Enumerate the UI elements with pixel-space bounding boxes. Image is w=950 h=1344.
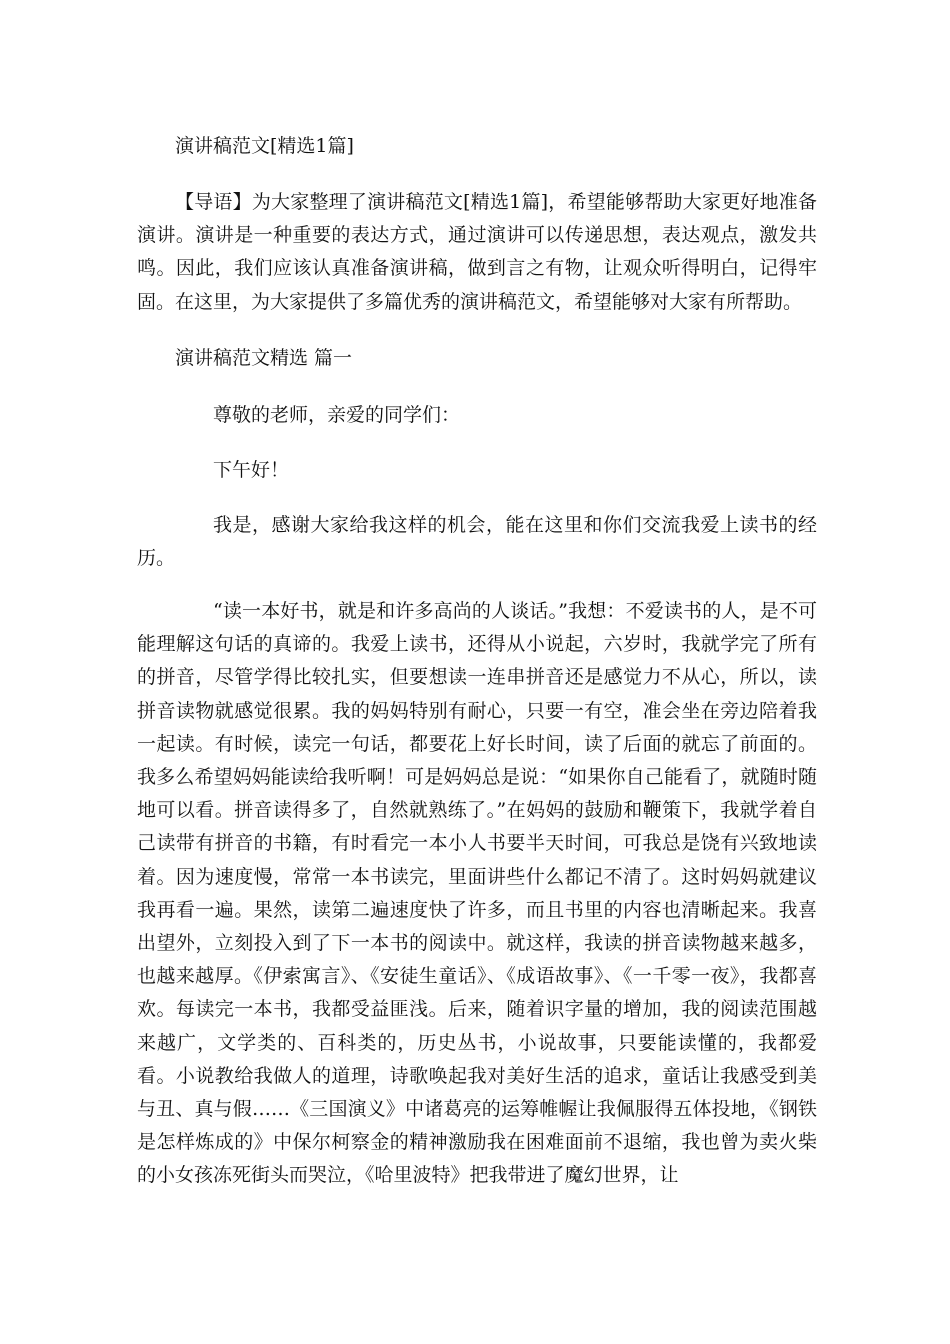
salutation: 尊敬的老师，亲爱的同学们： [213, 404, 461, 426]
intro-paragraph: 【导语】为大家整理了演讲稿范文[精选1篇]，希望能够帮助大家更好地准备演讲。演讲是一种重要的表达方式，通过演讲可以传递思想，表达观点，激发共鸣。因此，我们应该认真准备演讲稿，做到言之有物，让观众听得明白，记得牢固。在这里，为大家提供了多篇优秀的演讲稿范文，希望能够对大家有所帮助。 [137, 191, 817, 313]
body-paragraph-1: 我是，感谢大家给我这样的机会，能在这里和你们交流我爱上读书的经历。 [137, 514, 817, 570]
section-heading: 演讲稿范文精选 篇一 [175, 347, 353, 369]
document-title: 演讲稿范文[精选1篇] [175, 135, 354, 157]
greeting-line: 下午好！ [213, 459, 290, 481]
body-paragraph-2: “读一本好书，就是和许多高尚的人谈话。”我想：不爱读书的人，是不可能理解这句话的真谛的。我爱上读书，还得从小说起，六岁时，我就学完了所有的拼音，尽管学得比较扎实，但要想读一连串拼音还是感觉力不从心，所以，读拼音读物就感觉很累。我的妈妈特别有耐心，只要一有空，准会坐在旁边陪着我一起读。有时候，读完一句话，都要花上好长时间，读了后面的就忘了前面的。我多么希望妈妈能读给我听啊！可是妈妈总是说：“如果你自己能看了，就随时随地可以看。拼音读得多了，自然就熟练了。”在妈妈的鼓励和鞭策下，我就学着自己读带有拼音的书籍，有时看完一本小人书要半天时间，可我总是饶有兴致地读着。因为速度慢，常常一本书读完，里面讲些什么都记不清了。这时妈妈就建议我再看一遍。果然，读第二遍速度快了许多，而且书里的内容也清晰起来。我喜出望外，立刻投入到了下一本书的阅读中。就这样，我读的拼音读物越来越多，也越来越厚。《伊索寓言》、《安徒生童话》、《成语故事》、《一千零一夜》，我都喜欢。每读完一本书，我都受益匪浅。后来，随着识字量的增加，我的阅读范围越来越广，文学类的、百科类的，历史丛书，小说故事，只要能读懂的，我都爱看。小说教给我做人的道理，诗歌唤起我对美好生活的追求，童话让我感受到美与丑、真与假……《三国演义》中诸葛亮的运筹帷幄让我佩服得五体投地，《钢铁是怎样炼成的》中保尔柯察金的精神激励我在困难面前不退缩，我也曾为卖火柴的小女孩冻死街头而哭泣，《哈里波特》把我带进了魔幻世界，让 [137, 600, 817, 1187]
